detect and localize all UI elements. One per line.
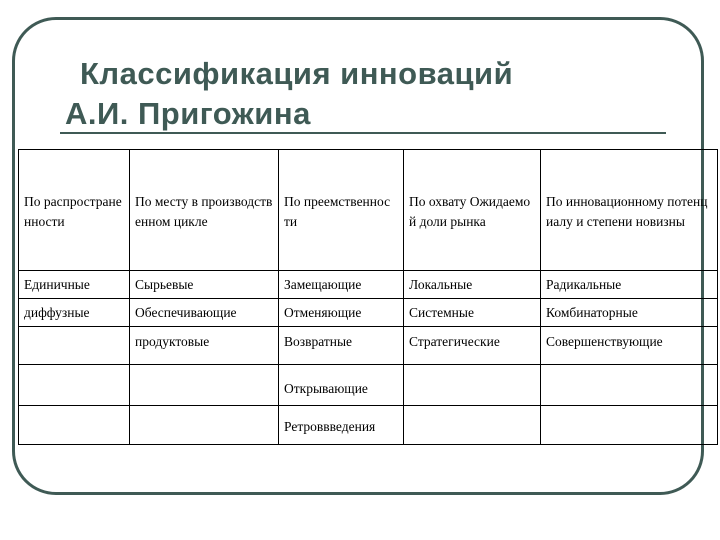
- table-row: [19, 365, 718, 406]
- table-cell: продуктовые: [130, 327, 279, 365]
- table-cell: Открывающие: [279, 365, 404, 406]
- table-row: [19, 299, 718, 327]
- page-title: [65, 54, 513, 134]
- table-header-row: [19, 150, 718, 271]
- header-cell: По преемственнос ти: [279, 150, 404, 271]
- title-underline: [60, 132, 666, 134]
- table-row: [19, 406, 718, 445]
- table-cell: Сырьевые: [130, 271, 279, 299]
- classification-table: [18, 149, 718, 445]
- table-cell: диффузные: [19, 299, 130, 327]
- table-cell: Комбинаторные: [541, 299, 718, 327]
- table-cell: Отменяющие: [279, 299, 404, 327]
- header-cell: По охвату Ожидаемой доли рынка: [404, 150, 541, 271]
- table-cell: Локальные: [404, 271, 541, 299]
- table-cell: [404, 365, 541, 406]
- table-cell: Радикальные: [541, 271, 718, 299]
- table-cell: [541, 406, 718, 445]
- title-line-1: Классификация инноваций: [80, 56, 514, 91]
- table-cell: Обеспечивающие: [130, 299, 279, 327]
- header-cell: По распростране нности: [19, 150, 130, 271]
- table-cell: [130, 406, 279, 445]
- table-cell: [19, 365, 130, 406]
- table-cell: [404, 406, 541, 445]
- table-cell: Совершенствующие: [541, 327, 718, 365]
- table-cell: Ретроввведения: [279, 406, 404, 445]
- header-cell: По месту в производственном цикле: [130, 150, 279, 271]
- table-cell: Системные: [404, 299, 541, 327]
- title-line-2: А.И. Пригожина: [65, 96, 311, 131]
- table-cell: Возвратные: [279, 327, 404, 365]
- table-cell: Единичные: [19, 271, 130, 299]
- table-row: [19, 271, 718, 299]
- table-cell: [19, 327, 130, 365]
- table-cell: [19, 406, 130, 445]
- table-cell: [130, 365, 279, 406]
- table-cell: Замещающие: [279, 271, 404, 299]
- table-row: [19, 327, 718, 365]
- table-cell: [541, 365, 718, 406]
- table-cell: Стратегические: [404, 327, 541, 365]
- header-cell: По инновационному потенциалу и степени новизны: [541, 150, 718, 271]
